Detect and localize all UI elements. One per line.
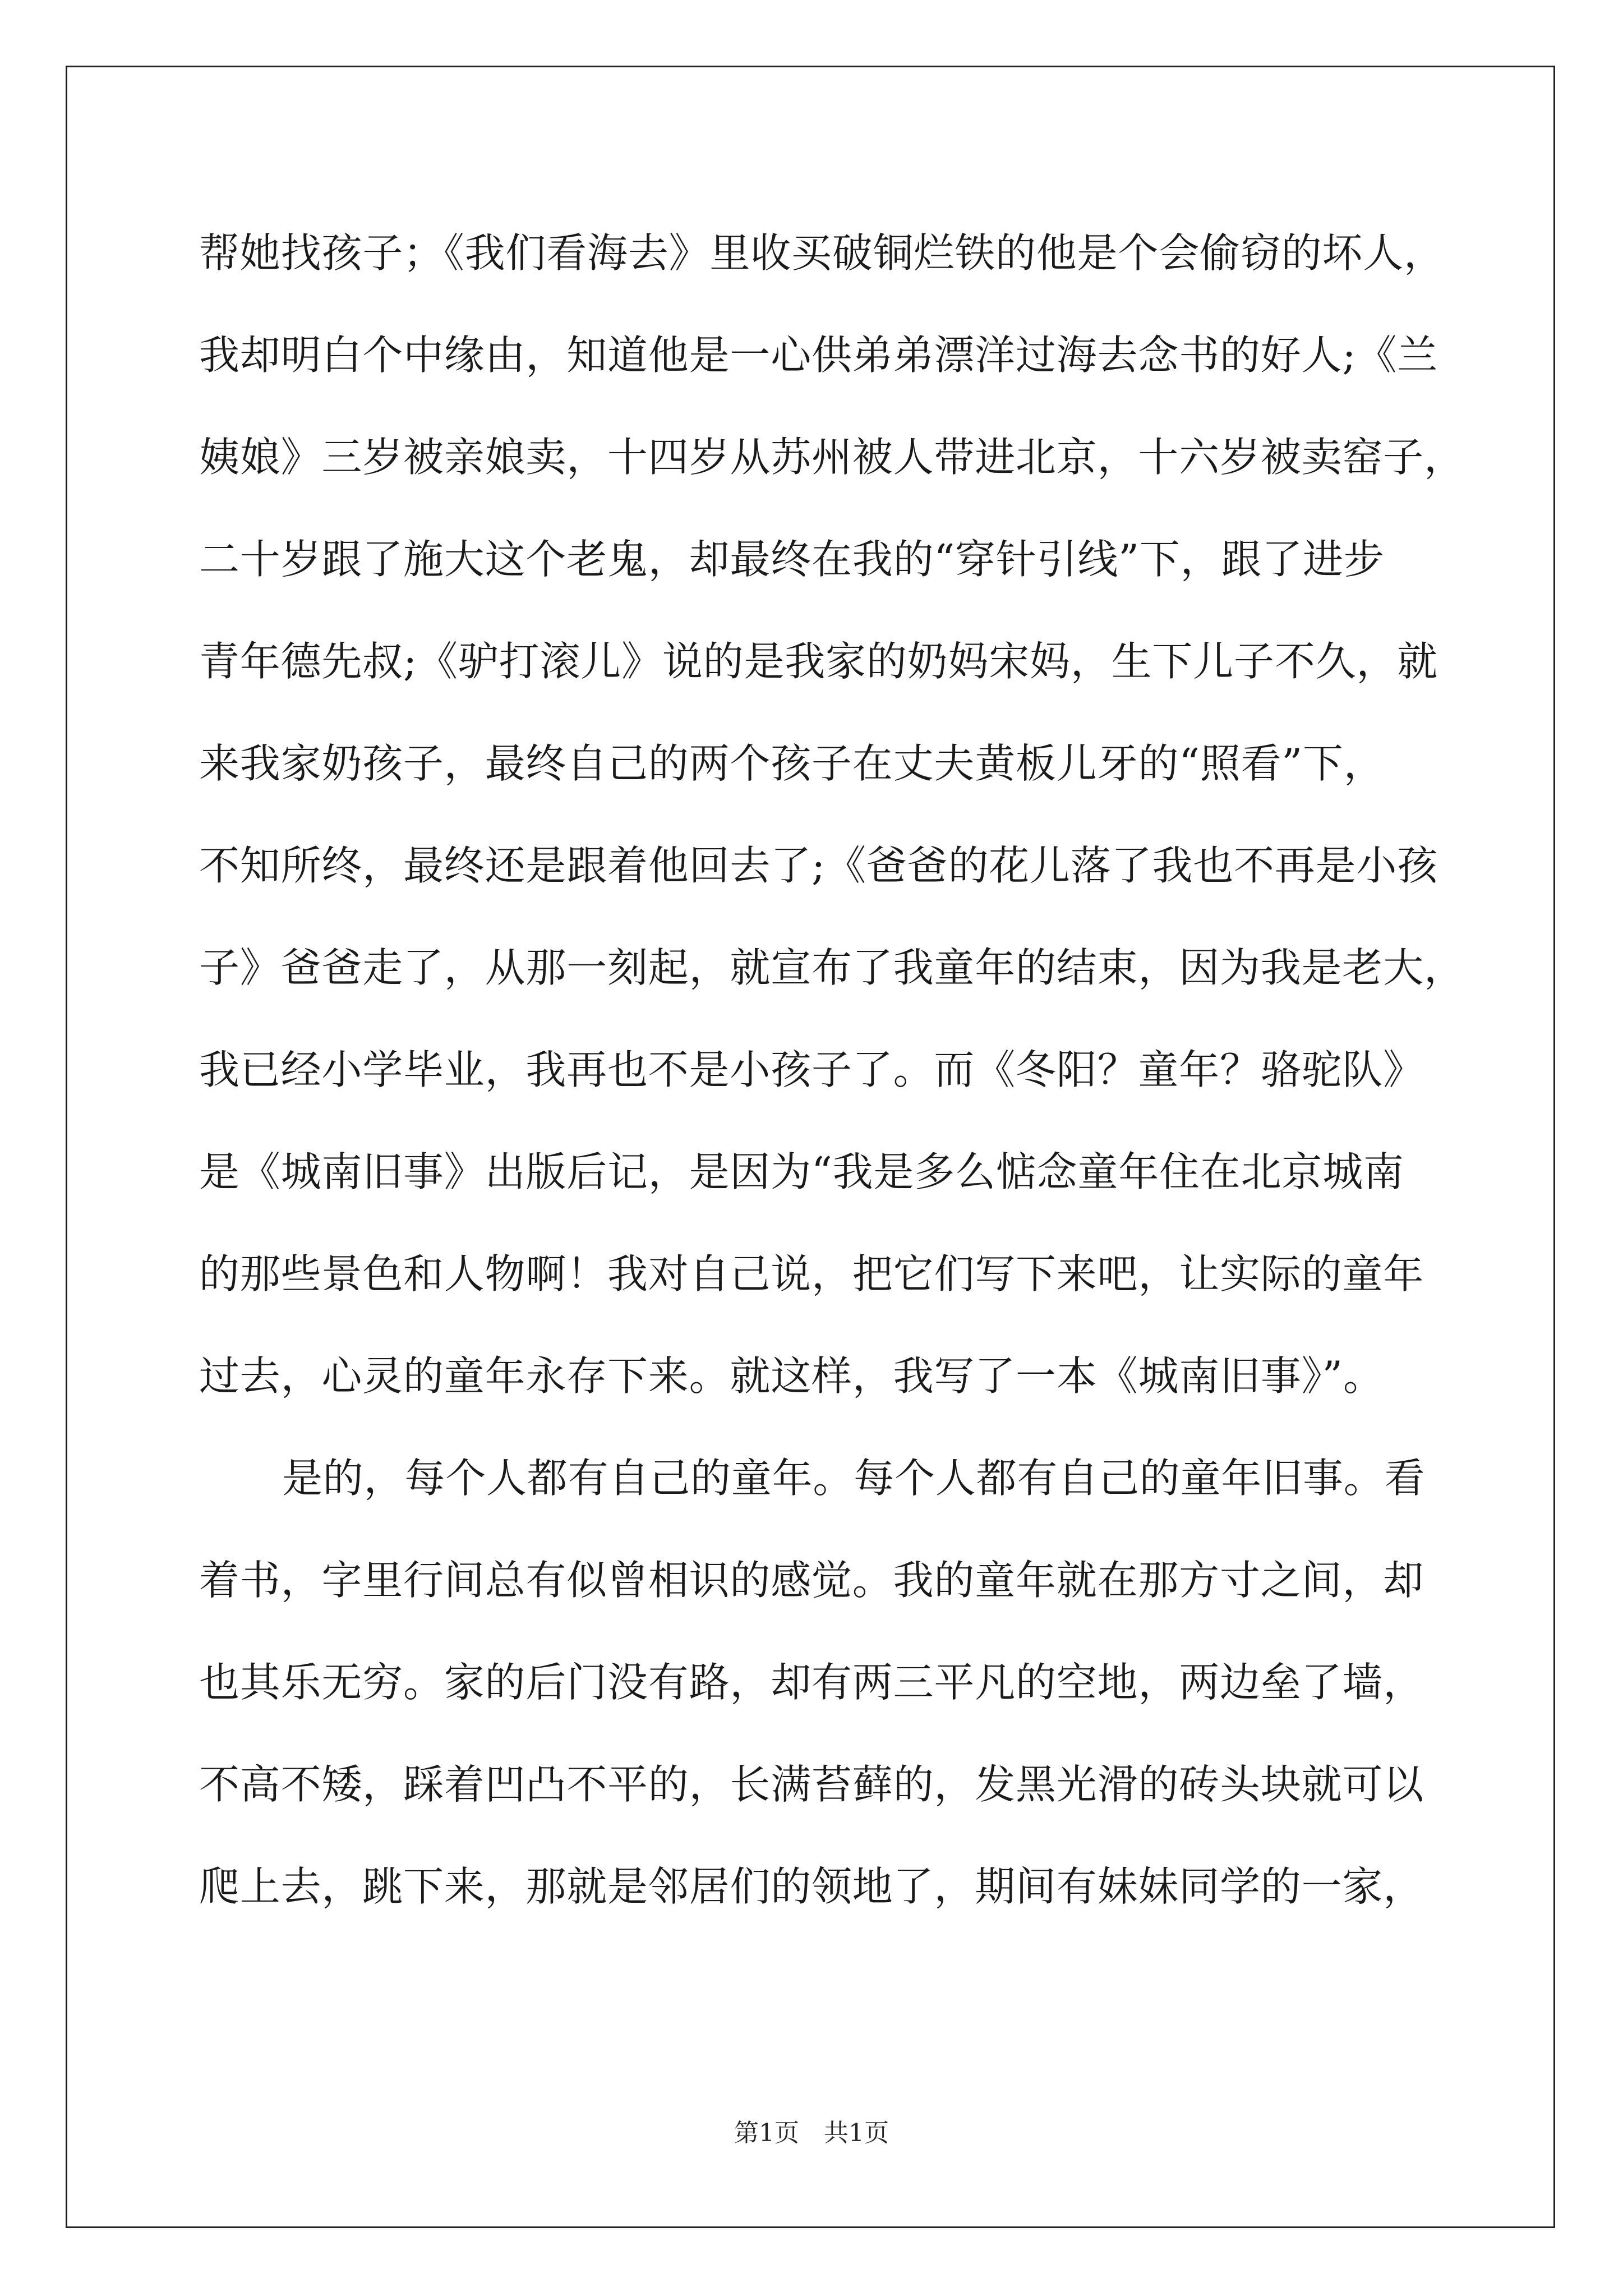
text-line: 子》爸爸走了，从那一刻起，就宣布了我童年的结束，因为我是老大， bbox=[199, 944, 1465, 991]
document-body bbox=[199, 222, 1465, 1957]
page-number-footer: 第1页 共1页 bbox=[734, 2119, 889, 2147]
text-line: 爬上去，跳下来，那就是邻居们的领地了，期间有妹妹同学的一家， bbox=[199, 1863, 1424, 1910]
text-line: 不知所终，最终还是跟着他回去了;《爸爸的花儿落了我也不再是小孩 bbox=[199, 842, 1438, 889]
text-line: 青年德先叔;《驴打滚儿》说的是我家的奶妈宋妈，生下儿子不久，就 bbox=[199, 638, 1438, 685]
paragraph-start-line: 是的，每个人都有自己的童年。每个人都有自己的童年旧事。看 bbox=[282, 1455, 1426, 1502]
text-line: 也其乐无穷。家的后门没有路，却有两三平凡的空地，两边垒了墙， bbox=[199, 1659, 1424, 1706]
text-line: 二十岁跟了施大这个老鬼，却最终在我的“穿针引线”下，跟了进步 bbox=[199, 536, 1385, 583]
text-line: 我已经小学毕业，我再也不是小孩子了。而《冬阳？童年？骆驼队》 bbox=[199, 1046, 1424, 1093]
text-line: 来我家奶孩子，最终自己的两个孩子在丈夫黄板儿牙的“照看”下， bbox=[199, 740, 1385, 787]
text-line: 我却明白个中缘由，知道他是一心供弟弟漂洋过海去念书的好人;《兰 bbox=[199, 332, 1438, 379]
text-line: 姨娘》三岁被亲娘卖，十四岁从苏州被人带进北京，十六岁被卖窑子， bbox=[199, 434, 1465, 481]
text-line: 着书，字里行间总有似曾相识的感觉。我的童年就在那方寸之间，却 bbox=[199, 1557, 1424, 1604]
text-line: 帮她找孩子；《我们看海去》里收买破铜烂铁的他是个会偷窃的坏人， bbox=[199, 229, 1445, 277]
text-line: 是《城南旧事》出版后记，是因为“我是多么惦念童年住在北京城南 bbox=[199, 1148, 1404, 1195]
text-line: 过去，心灵的童年永存下来。就这样，我写了一本《城南旧事》”。 bbox=[199, 1352, 1384, 1400]
text-line: 的那些景色和人物啊！我对自己说，把它们写下来吧，让实际的童年 bbox=[199, 1250, 1424, 1297]
text-line: 不高不矮，踩着凹凸不平的，长满苔藓的，发黑光滑的砖头块就可以 bbox=[199, 1761, 1424, 1808]
